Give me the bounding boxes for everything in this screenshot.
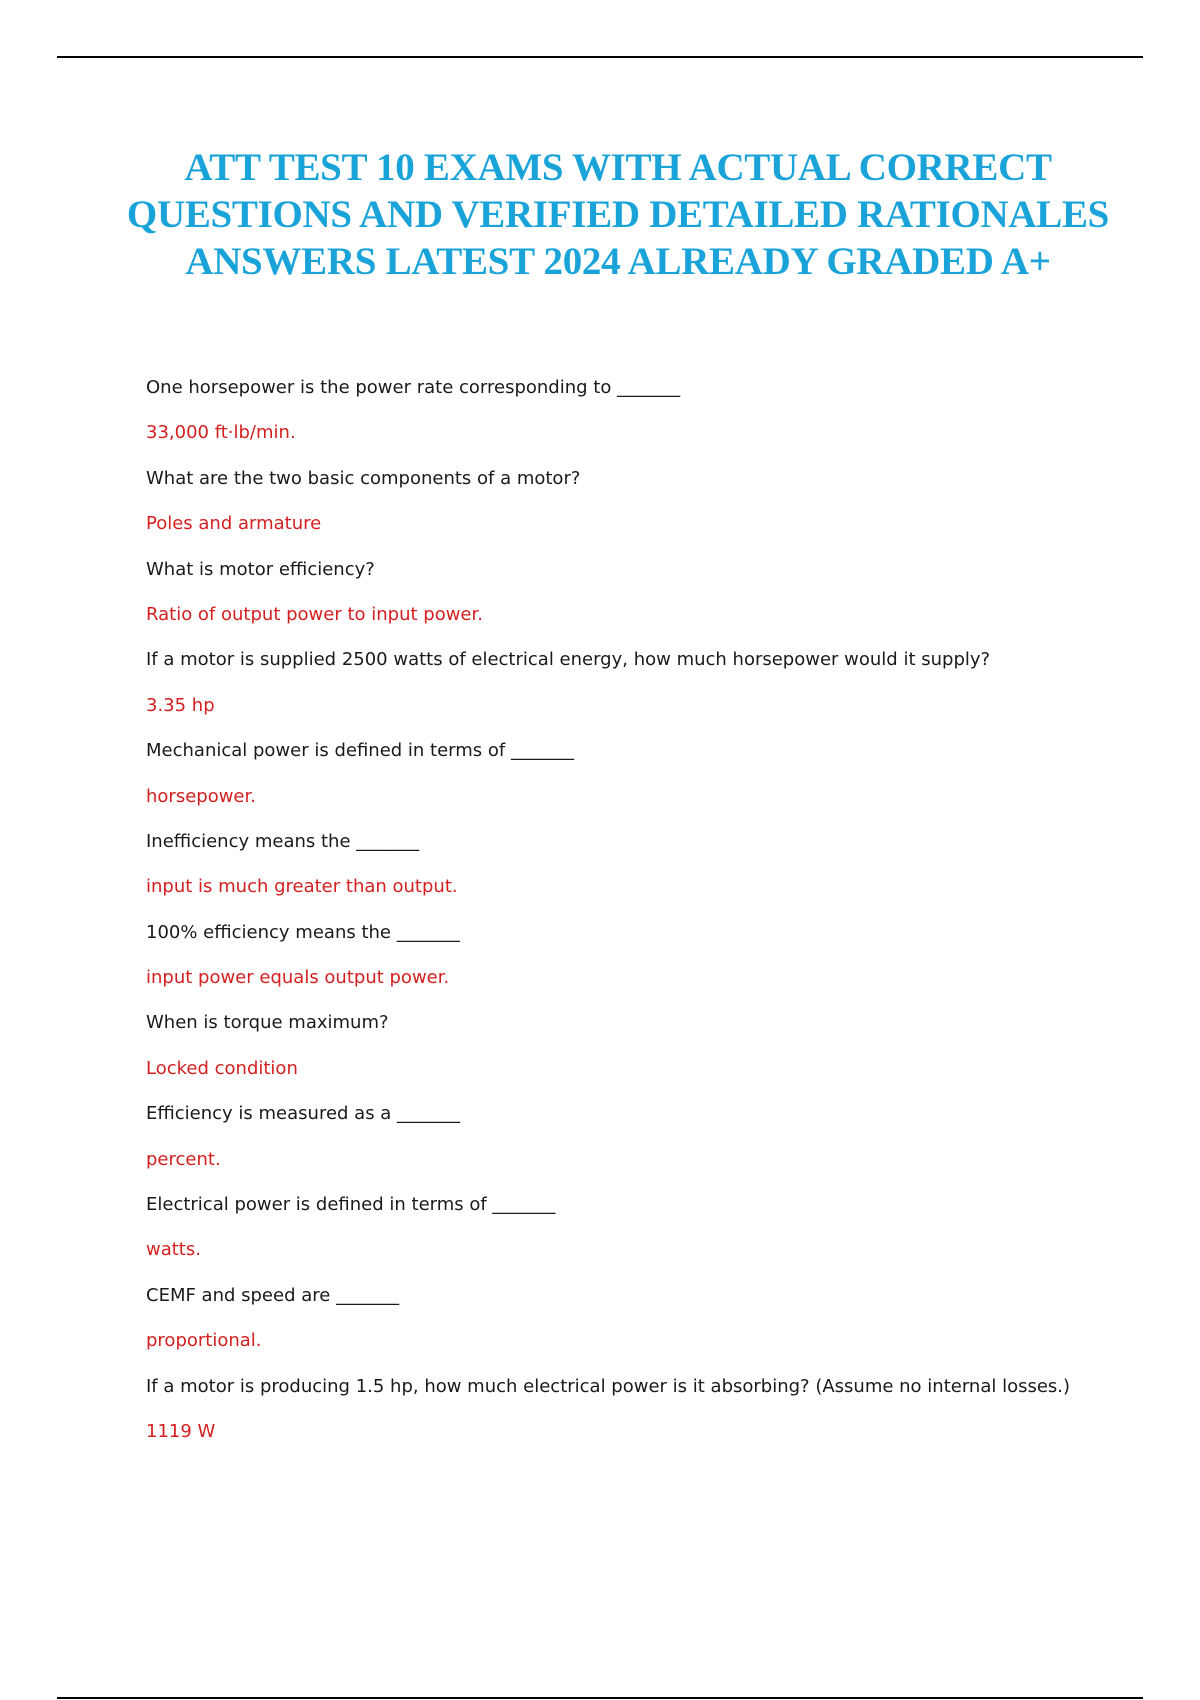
question-text: Mechanical power is defined in terms of _______ — [146, 740, 574, 762]
question-text: Electrical power is defined in terms of _______ — [146, 1194, 556, 1216]
question-text: When is torque maximum? — [146, 1012, 389, 1034]
qa-item — [146, 1187, 1106, 1278]
top-divider — [57, 56, 1143, 58]
qa-item — [146, 1096, 1106, 1187]
qa-item — [146, 642, 1106, 733]
qa-item — [146, 1278, 1106, 1369]
question-text: Efficiency is measured as a _______ — [146, 1103, 461, 1125]
question-answer-list — [146, 370, 1106, 1459]
answer-text: watts. — [146, 1239, 201, 1261]
document-title: ATT TEST 10 EXAMS WITH ACTUAL CORRECT QUESTIONS AND VERIFIED DETAILED RATIONALES ANSWERS LATEST 2024 ALREADY GRADED A+ — [126, 146, 1110, 283]
answer-text: 33,000 ft·lb/min. — [146, 422, 296, 444]
question-text: What are the two basic components of a motor? — [146, 467, 581, 489]
answer-text: Locked condition — [146, 1057, 298, 1079]
question-text: If a motor is producing 1.5 hp, how much electrical power is it absorbing? (Assume no internal losses.) — [146, 1375, 1071, 1397]
qa-item — [146, 915, 1106, 1006]
question-text: 100% efficiency means the _______ — [146, 921, 460, 943]
answer-text: input is much greater than output. — [146, 876, 458, 898]
qa-item — [146, 370, 1106, 461]
question-text: One horsepower is the power rate corresponding to _______ — [146, 377, 681, 398]
qa-item — [146, 1005, 1106, 1096]
qa-item — [146, 824, 1106, 915]
answer-text: proportional. — [146, 1330, 262, 1352]
question-text: Inefficiency means the _______ — [146, 830, 420, 852]
bottom-divider — [57, 1697, 1143, 1699]
qa-item — [146, 733, 1106, 824]
question-text: If a motor is supplied 2500 watts of electrical energy, how much horsepower would it supply? — [146, 649, 991, 671]
answer-text: input power equals output power. — [146, 967, 450, 989]
answer-text: Poles and armature — [146, 513, 322, 535]
qa-item — [146, 461, 1106, 552]
answer-text: horsepower. — [146, 785, 256, 807]
question-text: CEMF and speed are _______ — [146, 1284, 400, 1306]
qa-item — [146, 552, 1106, 643]
answer-text: percent. — [146, 1148, 221, 1170]
answer-text: Ratio of output power to input power. — [146, 603, 483, 625]
question-text: What is motor efficiency? — [146, 558, 375, 580]
answer-text: 1119 W — [146, 1420, 216, 1442]
answer-text: 3.35 hp — [146, 694, 215, 716]
qa-item — [146, 1369, 1106, 1460]
